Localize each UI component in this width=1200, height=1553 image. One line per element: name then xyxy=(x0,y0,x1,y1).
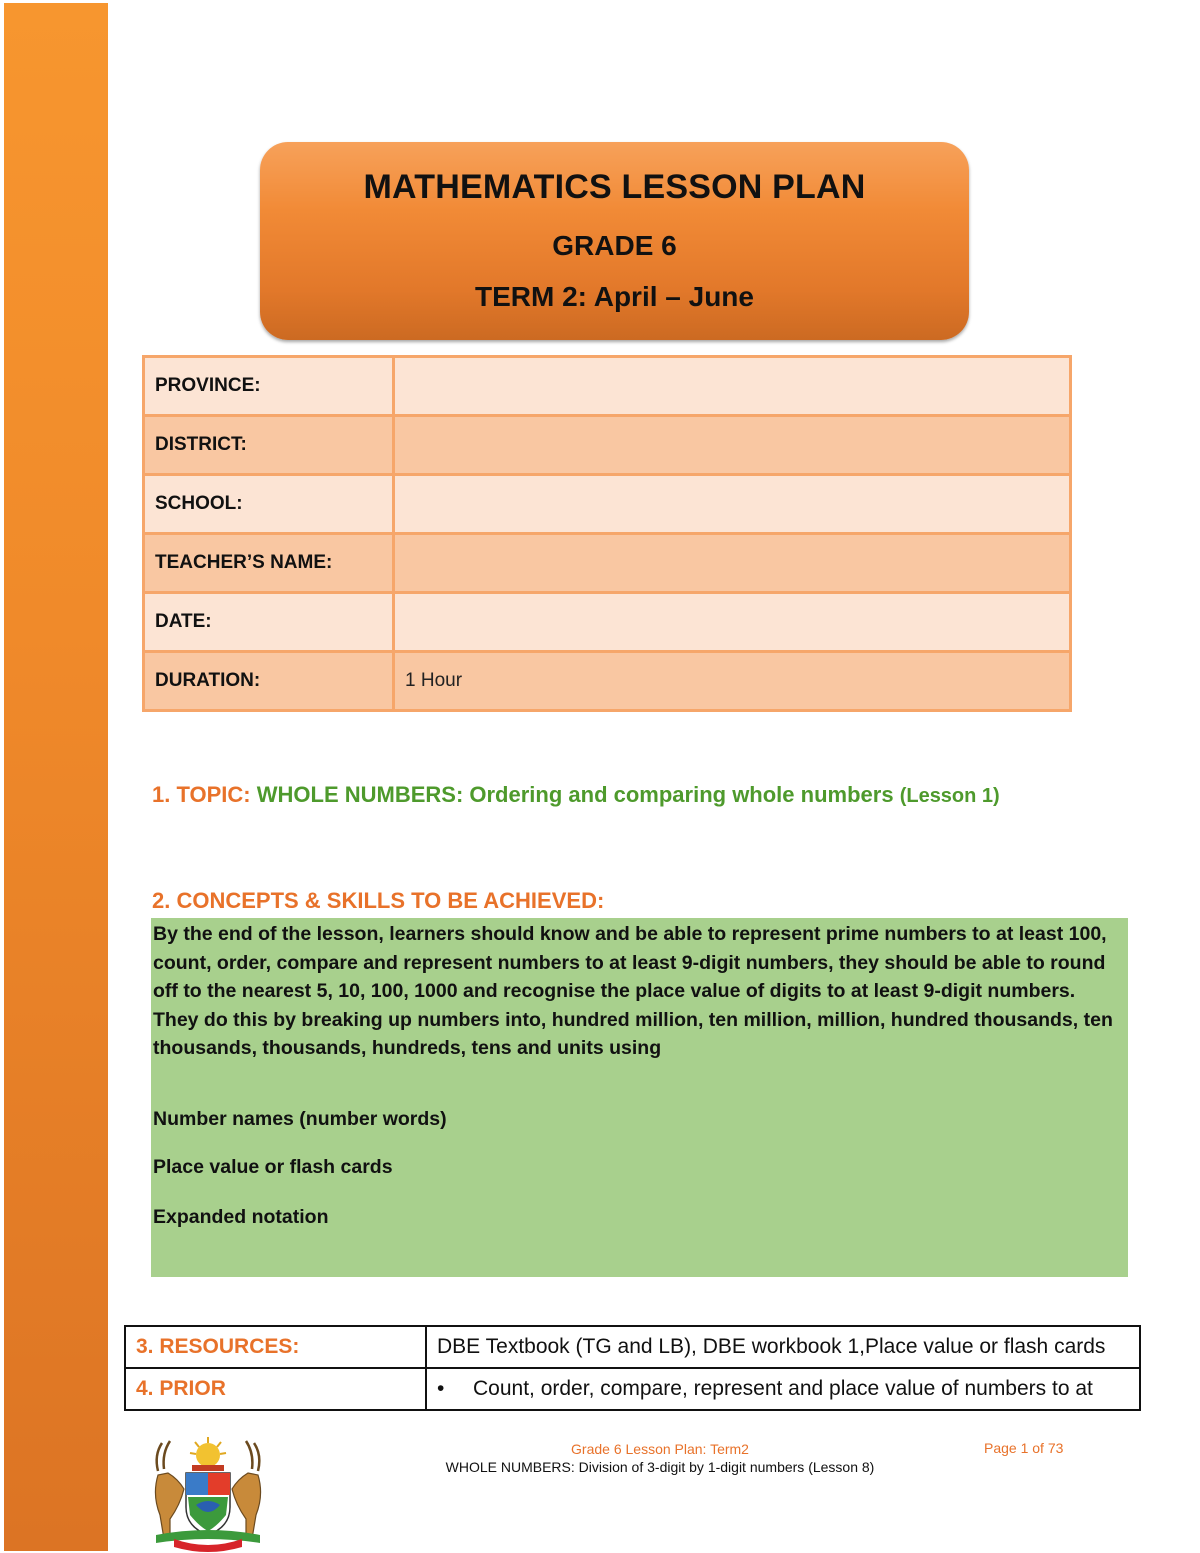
bullet-icon: • xyxy=(437,1377,445,1400)
info-row-district xyxy=(144,416,1071,475)
district-label: DISTRICT: xyxy=(144,416,394,475)
resources-value: DBE Textbook (TG and LB), DBE workbook 1,Place value or flash cards xyxy=(426,1326,1140,1368)
footer-line1: Grade 6 Lesson Plan: Term2 xyxy=(571,1441,749,1457)
coat-of-arms-logo xyxy=(140,1435,276,1553)
topic-heading xyxy=(152,782,1000,808)
school-field[interactable] xyxy=(394,475,1071,534)
duration-field[interactable]: 1 Hour xyxy=(394,652,1071,711)
concepts-item: Expanded notation xyxy=(153,1206,329,1228)
document-title: MATHEMATICS LESSON PLAN xyxy=(363,168,866,206)
grade-label: GRADE 6 xyxy=(552,230,677,261)
resources-label: 3. RESOURCES: xyxy=(125,1326,426,1368)
prior-label: 4. PRIOR xyxy=(125,1368,426,1410)
prior-value: Count, order, compare, represent and place value of numbers to at xyxy=(473,1377,1093,1400)
page-number: Page 1 of 73 xyxy=(984,1440,1064,1456)
topic-title: WHOLE NUMBERS: Ordering and comparing whole numbers xyxy=(256,782,894,807)
footer-caption xyxy=(440,1440,880,1476)
topic-lesson: (Lesson 1) xyxy=(899,785,1000,807)
date-field[interactable] xyxy=(394,593,1071,652)
teacher-name-label: TEACHER’S NAME: xyxy=(144,534,394,593)
topic-prefix: 1. TOPIC: xyxy=(152,782,257,807)
school-label: SCHOOL: xyxy=(144,475,394,534)
info-table xyxy=(142,355,1072,712)
term-label: TERM 2: April – June xyxy=(474,281,754,312)
footer-line2: WHOLE NUMBERS: Division of 3-digit by 1-digit numbers (Lesson 8) xyxy=(445,1459,875,1475)
teacher-name-field[interactable] xyxy=(394,534,1071,593)
info-row-school xyxy=(144,475,1071,534)
resources-row xyxy=(125,1326,1140,1368)
duration-label: DURATION: xyxy=(144,652,394,711)
concepts-paragraph: By the end of the lesson, learners should know and be able to represent prime numbers to at least 100, count, order, compare and represent numbers to at least 9-digit numbers, they should be able to round off to the nearest 5, 10, 100, 1000 and recognise the place value of digits to at least 9-digit numbers. They do this by breaking up numbers into, hundred million, ten million, million, hundred thousands, ten thousands, thousands, hundreds, tens and units using xyxy=(153,923,1113,1059)
prior-value-cell xyxy=(426,1368,1140,1410)
concepts-item: Number names (number words) xyxy=(153,1108,447,1130)
info-row-teacher xyxy=(144,534,1071,593)
title-banner xyxy=(260,142,969,340)
info-row-duration xyxy=(144,652,1071,711)
info-row-province xyxy=(144,357,1071,416)
concepts-heading: 2. CONCEPTS & SKILLS TO BE ACHIEVED: xyxy=(152,888,605,913)
prior-row xyxy=(125,1368,1140,1410)
district-field[interactable] xyxy=(394,416,1071,475)
side-accent-bar xyxy=(4,3,108,1551)
date-label: DATE: xyxy=(144,593,394,652)
concepts-item: Place value or flash cards xyxy=(153,1156,393,1178)
concepts-box xyxy=(151,918,1128,1277)
info-row-date xyxy=(144,593,1071,652)
resources-table xyxy=(124,1325,1141,1411)
province-field[interactable] xyxy=(394,357,1071,416)
province-label: PROVINCE: xyxy=(144,357,394,416)
